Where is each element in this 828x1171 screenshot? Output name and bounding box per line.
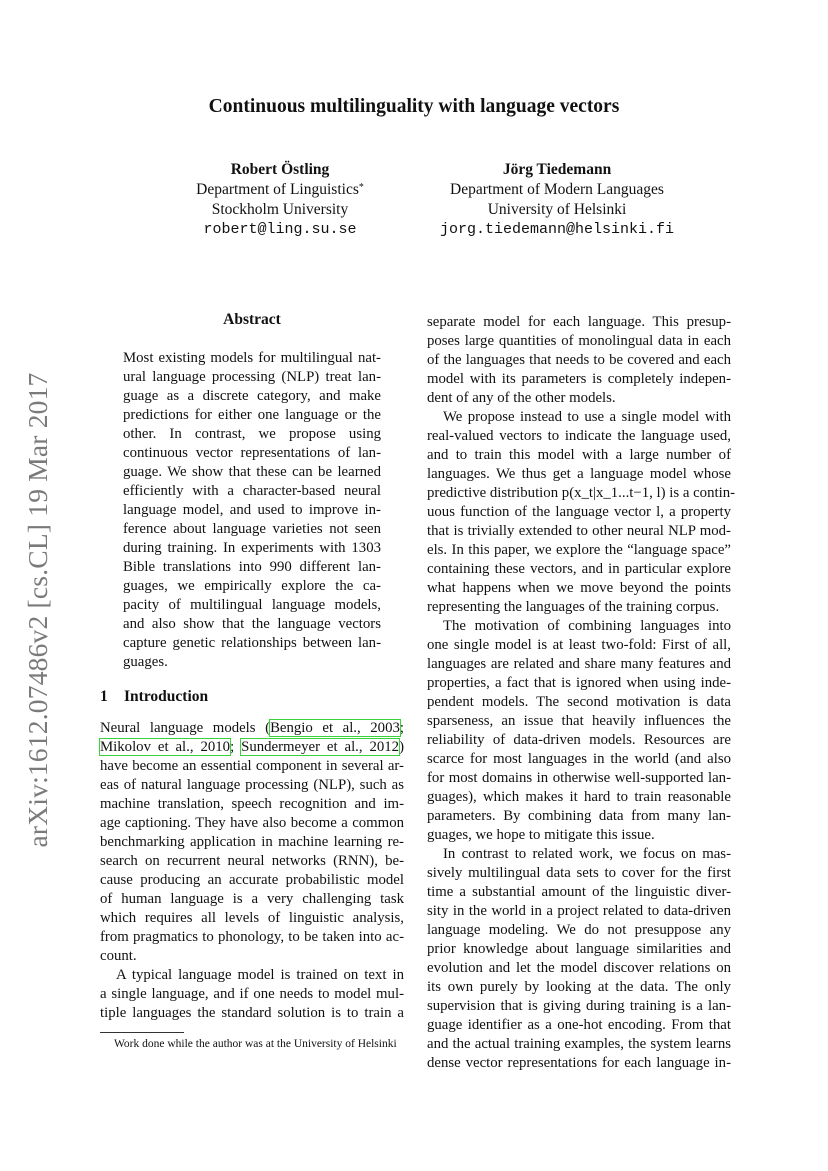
abstract-line: continuous vector representations of lan-	[123, 445, 381, 461]
author-affiliation: Department of Modern Languages	[450, 181, 664, 198]
intro-line: dense vector representations for each language in-	[427, 1055, 731, 1071]
intro-line: predictive distribution p(x_t|x_1...t−1, l) is a contin-	[427, 485, 736, 501]
paper-title: Continuous multilinguality with language vectors	[208, 96, 620, 117]
intro-line: containing these vectors, and in particular explore	[427, 561, 731, 577]
citation-link-bengio[interactable]: Bengio et al., 2003	[270, 720, 400, 736]
abstract-line: ference about language varieties not seen	[123, 521, 381, 537]
citation-link-sundermeyer[interactable]: Sundermeyer et al., 2012	[241, 739, 400, 755]
abstract-line: other. In contrast, we propose using	[123, 426, 381, 442]
author-institution: University of Helsinki	[487, 201, 627, 218]
intro-line: its own purely by looking at the data. The only	[427, 979, 731, 995]
intro-line: from pragmatics to phonology, to be taken into ac-	[100, 929, 404, 945]
author-block-tiedemann	[412, 160, 702, 240]
intro-line: for most domains in otherwise well-supported lan-	[427, 770, 731, 786]
intro-line: time a substantial amount of the linguistic diver-	[427, 884, 731, 900]
footnote	[100, 1037, 404, 1051]
intro-line: of the languages that needs to be covered and each	[427, 352, 731, 368]
author-institution: Stockholm University	[211, 201, 349, 218]
intro-line: that is trivially extended to other neural NLP mod-	[427, 523, 731, 539]
abstract-line: capture genetic relationships between lan-	[123, 635, 381, 651]
abstract-line: during training. In experiments with 1303	[123, 540, 381, 556]
intro-line: sparseness, an issue that heavily influences the	[427, 713, 731, 729]
abstract-line: guage as a discrete category, and make	[123, 388, 381, 404]
intro-line-with-citation: Neural language models (Bengio et al., 2003;	[100, 720, 404, 736]
intro-line: evolution and let the model discover relations on	[427, 960, 731, 976]
abstract-line: guages.	[123, 654, 168, 670]
intro-line: guages), which makes it hard to train reasonable	[427, 789, 731, 805]
section-title: Introduction	[124, 688, 209, 705]
intro-line: sity in the world in a project related to data-driven	[427, 903, 731, 919]
abstract-line: Most existing models for multilingual nat-	[123, 350, 381, 366]
intro-line: els. In this paper, we explore the “language space”	[427, 542, 731, 558]
intro-line: tiple languages the standard solution is to train a	[100, 1005, 404, 1021]
intro-line: uous function of the language vector l, a property	[427, 504, 731, 520]
intro-line: prior knowledge about language similarities and	[427, 941, 731, 957]
intro-line: In contrast to related work, we focus on mas-	[443, 846, 731, 862]
arxiv-stamp: arXiv:1612.07486v2 [cs.CL] 19 Mar 2017	[22, 372, 53, 848]
abstract-line: guages, we empirically explore the ca-	[123, 578, 381, 594]
intro-line: have become an essential component in several ar-	[100, 758, 404, 774]
intro-line: poses large quantities of monolingual data in each	[427, 333, 731, 349]
intro-line: what happens when we move beyond the points	[427, 580, 731, 596]
abstract-line: Bible translations into 990 different lan-	[123, 559, 381, 575]
section-heading-introduction	[100, 688, 208, 706]
intro-line: parameters. By combining data from many lan-	[427, 808, 731, 824]
intro-line: language modeling. We do not presuppose any	[427, 922, 731, 938]
intro-line: cause producing an accurate probabilistic model	[100, 872, 404, 888]
intro-left-column	[100, 719, 404, 1023]
intro-line: We propose instead to use a single model with	[443, 409, 731, 425]
intro-line: guage identifier as a one-hot encoding. From that	[427, 1017, 731, 1033]
author-email[interactable]: robert@ling.su.se	[203, 221, 357, 238]
abstract-heading: Abstract	[223, 311, 281, 328]
affiliation-mark: *	[358, 182, 364, 193]
intro-line: A typical language model is trained on text in	[116, 967, 404, 983]
intro-line: real-valued vectors to indicate the language used,	[427, 428, 731, 444]
arxiv-sidebar	[18, 360, 58, 860]
intro-line-with-citation: Mikolov et al., 2010; Sundermeyer et al., 2012)	[100, 739, 405, 755]
intro-line: languages. We thus get a language model whose	[427, 466, 731, 482]
intro-line: eas of natural language processing (NLP), such as	[100, 777, 404, 793]
intro-line: pendent models. The second motivation is data	[427, 694, 731, 710]
abstract-line: pacity of multilingual language models,	[123, 597, 381, 613]
abstract-body	[123, 349, 381, 672]
abstract-line: and also show that the language vectors	[123, 616, 381, 632]
intro-line: age captioning. They have also become a common	[100, 815, 404, 831]
footnote-text: Work done while the author was at the University of Helsinki	[114, 1038, 397, 1050]
intro-line: The motivation of combining languages into	[443, 618, 731, 634]
citation-link-mikolov[interactable]: Mikolov et al., 2010	[100, 739, 231, 755]
intro-line: which requires all levels of linguistic analysis,	[100, 910, 404, 926]
intro-line: and to train this model with a large number of	[427, 447, 731, 463]
abstract-line: ural language processing (NLP) treat lan-	[123, 369, 381, 385]
intro-line: guages, we hope to mitigate this issue.	[427, 827, 655, 843]
intro-line: separate model for each language. This presup-	[427, 314, 731, 330]
intro-line: scarce for most languages in the world (and also	[427, 751, 731, 767]
intro-line: benchmarking application in machine learning re-	[100, 834, 404, 850]
abstract-line: language model, and used to improve in-	[123, 502, 381, 518]
abstract-line: guage. We show that these can be learned	[123, 464, 381, 480]
footnote-rule	[100, 1032, 184, 1033]
intro-line: reliability of data-driven models. Resources are	[427, 732, 731, 748]
intro-line: machine translation, speech recognition and im-	[100, 796, 404, 812]
intro-line: and the actual training examples, the system learns	[427, 1036, 731, 1052]
intro-line: one single model is at least two-fold: First of all,	[427, 637, 731, 653]
author-affiliation: Department of Linguistics*	[196, 181, 364, 198]
intro-line: search on recurrent neural networks (RNN), be-	[100, 853, 404, 869]
author-name: Jörg Tiedemann	[502, 161, 612, 178]
intro-line: count.	[100, 948, 137, 964]
intro-line: of human language is a very challenging task	[100, 891, 404, 907]
abstract-line: efficiently with a character-based neural	[123, 483, 381, 499]
section-number: 1	[100, 688, 108, 705]
author-email[interactable]: jorg.tiedemann@helsinki.fi	[439, 221, 675, 238]
intro-right-column	[427, 313, 736, 1073]
intro-line: languages are related and share many features and	[427, 656, 731, 672]
intro-line: representing the languages of the training corpus.	[427, 599, 720, 615]
intro-line: a single language, and if one needs to model mul-	[100, 986, 404, 1002]
intro-line: supervision that is giving during training is a lan-	[427, 998, 731, 1014]
intro-line: sively multilingual data sets to cover for the first	[427, 865, 731, 881]
intro-line: properties, a fact that is ignored when using inde-	[427, 675, 731, 691]
abstract-line: predictions for either one language or the	[123, 407, 381, 423]
author-block-ostling	[170, 160, 390, 240]
author-name: Robert Östling	[230, 161, 330, 178]
intro-line: dent of any of the other models.	[427, 390, 616, 406]
intro-line: model with its parameters is completely indepen-	[427, 371, 731, 387]
